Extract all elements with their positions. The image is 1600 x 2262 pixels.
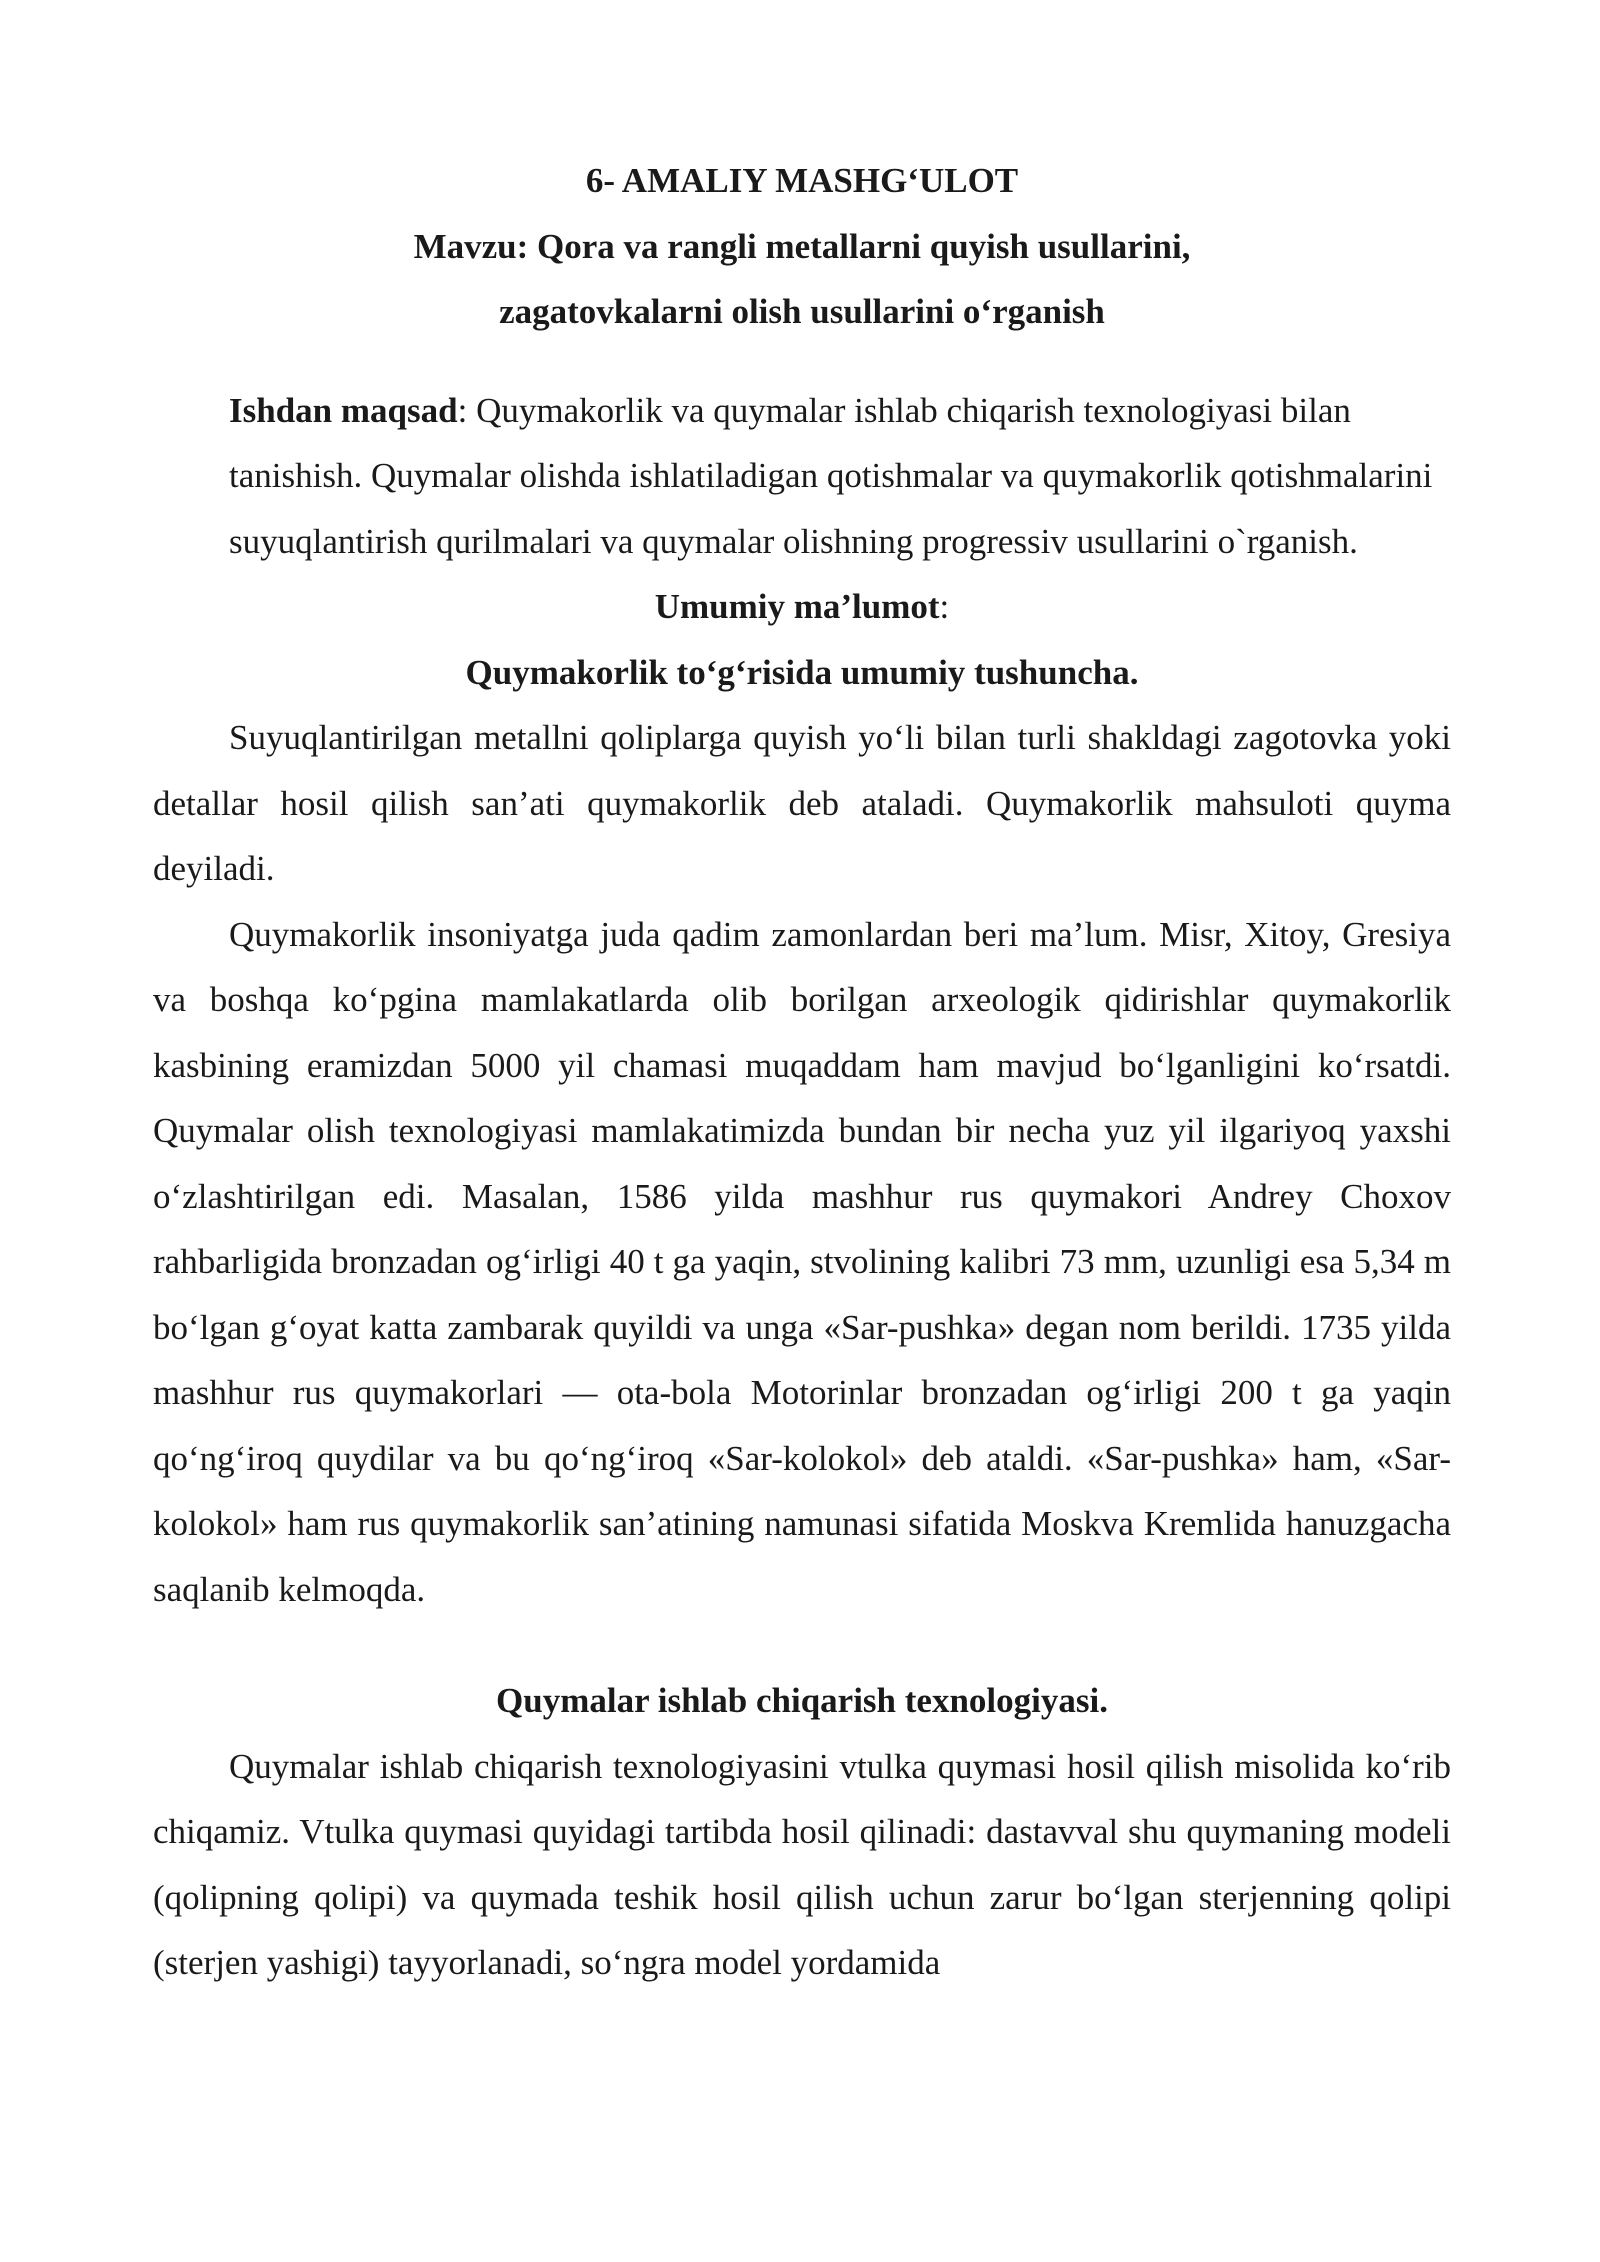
general-info-heading-colon: : bbox=[939, 587, 950, 626]
document-title: 6- AMALIY MASHG‘ULOT bbox=[585, 161, 1019, 200]
general-info-heading bbox=[153, 574, 1451, 640]
section-gap bbox=[153, 1622, 1451, 1668]
general-info-subheading: Quymakorlik to‘g‘risida umumiy tushuncha. bbox=[465, 652, 1139, 692]
paragraph-history: Quymakorlik insoniyatga juda qadim zamonlardan beri ma’lum. Misr, Xitoy, Gresiya va boshqa ko‘pgina mamlakatlarda olib borilgan arxeologik qidirishlar quymakorlik kasbining eramizdan 5000 yil chamasi muqaddam ham mavjud bo‘lganligini ko‘rsatdi. Quymalar olish texnologiyasi mamlakatimizda bundan bir necha yuz yil ilgariyoq yaxshi o‘zlashtirilgan edi. Masalan, 1586 yilda mashhur rus quymakori Andrey Choxov rahbarligida bronzadan og‘irligi 40 t ga yaqin, stvolining kalibri 73 mm, uzunligi esa 5,34 m bo‘lgan g‘oyat katta zambarak quyildi va unga «Sar-pushka» degan nom berildi. 1735 yilda mashhur rus quymakorlari — ota-bola Motorinlar bronzadan og‘irligi 200 t ga yaqin qo‘ng‘iroq quydilar va bu qo‘ng‘iroq «Sar-kolokol» deb ataldi. «Sar-pushka» ham, «Sar-kolokol» ham rus quymakorlik san’atining namunasi sifatida Moskva Kremlida hanuzgacha saqlanib kelmoqda. bbox=[153, 914, 1451, 1609]
topic-line-2: zagatovkalarni olish usullarini o‘rganish bbox=[499, 292, 1105, 331]
technology-heading: Quymalar ishlab chiqarish texnologiyasi. bbox=[496, 1681, 1108, 1720]
aim-text: : Quymakorlik va quymalar ishlab chiqarish texnologiyasi bilan tanishish. Quymalar olishda ishlatiladigan qotishmalar va quymakorlik qotishmalarini suyuqlantirish qurilmalari va quymalar olishning progressiv usullarini o`rganish. bbox=[229, 390, 1433, 561]
aim-label: Ishdan maqsad bbox=[229, 390, 458, 430]
paragraph-technology: Quymalar ishlab chiqarish texnologiyasini vtulka quymasi hosil qilish misolida ko‘rib chiqamiz. Vtulka quymasi quyidagi tartibda hosil qilinadi: dastavval shu quymaning modeli (qolipning qolipi) va quymada teshik hosil qilish uchun zarur bo‘lgan sterjenning qolipi (sterjen yashigi) tayyorlanadi, so‘ngra model yordamida bbox=[153, 1746, 1451, 1982]
paragraph-definition: Suyuqlantirilgan metallni qoliplarga quyish yo‘li bilan turli shakldagi zagotovka yoki detallar hosil qilish san’ati quymakorlik deb ataladi. Quymakorlik mahsuloti quyma deyiladi. bbox=[153, 718, 1451, 888]
document-body bbox=[153, 148, 1451, 1996]
general-info-heading-text: Umumiy ma’lumot bbox=[654, 587, 940, 626]
topic-line-1: Mavzu: Qora va rangli metallarni quyish usullarini, bbox=[413, 226, 1191, 266]
aim-paragraph bbox=[153, 378, 1451, 575]
